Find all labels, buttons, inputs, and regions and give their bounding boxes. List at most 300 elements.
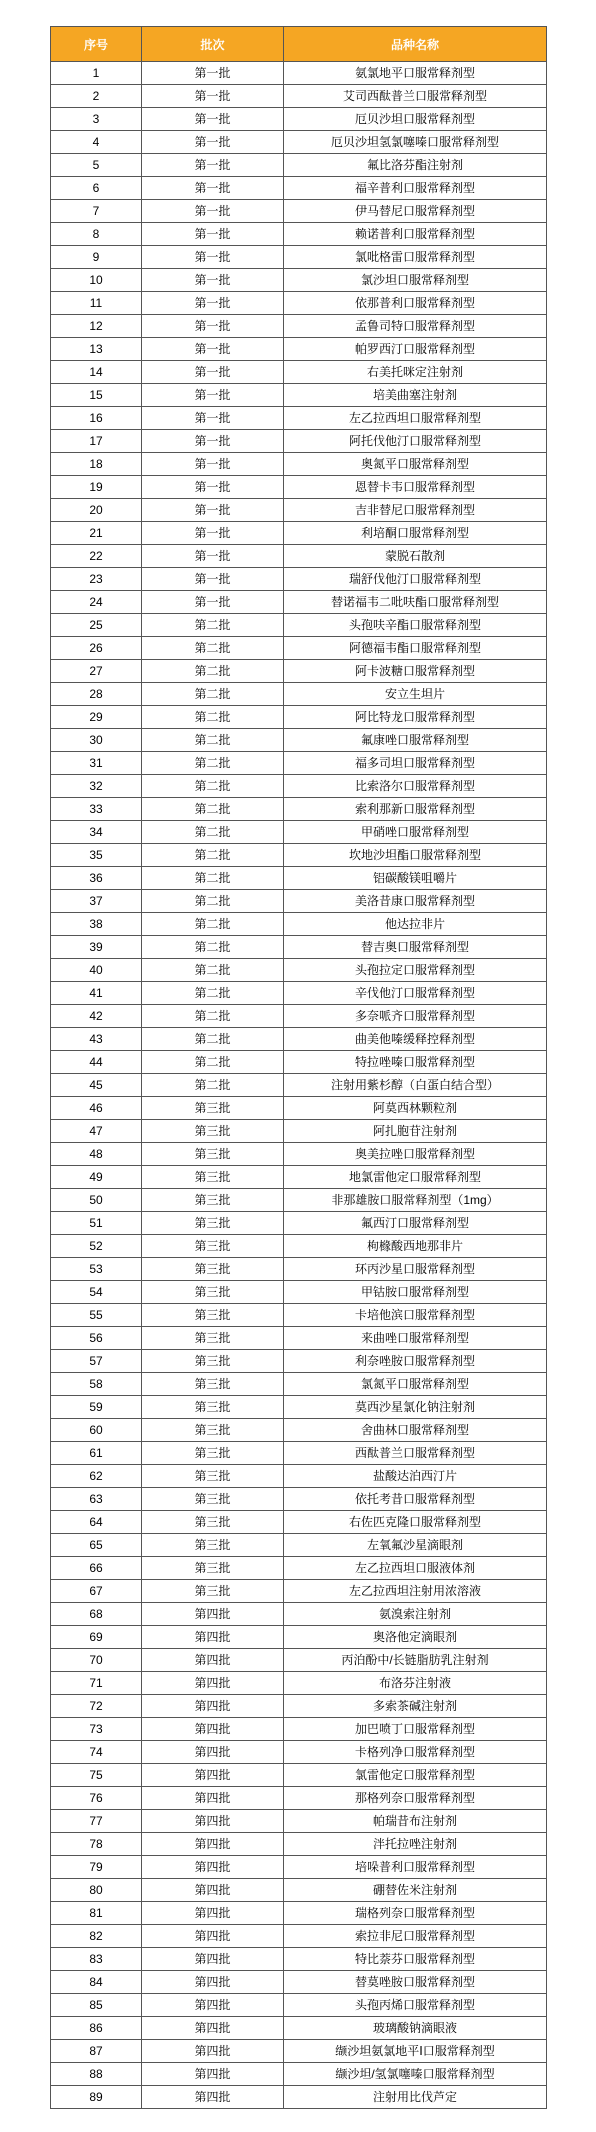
cell-batch: 第二批 bbox=[142, 1051, 284, 1074]
table-row bbox=[51, 867, 547, 890]
cell-batch: 第一批 bbox=[142, 131, 284, 154]
cell-index: 12 bbox=[51, 315, 142, 338]
cell-index: 63 bbox=[51, 1488, 142, 1511]
cell-batch: 第一批 bbox=[142, 545, 284, 568]
table-row bbox=[51, 1120, 547, 1143]
table-row bbox=[51, 1189, 547, 1212]
cell-batch: 第二批 bbox=[142, 821, 284, 844]
table-row bbox=[51, 1143, 547, 1166]
cell-index: 10 bbox=[51, 269, 142, 292]
cell-drug-name: 缬沙坦氨氯地平Ⅰ口服常释剂型 bbox=[284, 2040, 547, 2063]
cell-index: 74 bbox=[51, 1741, 142, 1764]
table-row bbox=[51, 200, 547, 223]
table-row bbox=[51, 1465, 547, 1488]
cell-batch: 第一批 bbox=[142, 315, 284, 338]
table-row bbox=[51, 660, 547, 683]
cell-batch: 第一批 bbox=[142, 269, 284, 292]
cell-index: 32 bbox=[51, 775, 142, 798]
table-row bbox=[51, 1212, 547, 1235]
cell-batch: 第二批 bbox=[142, 660, 284, 683]
cell-drug-name: 福辛普利口服常释剂型 bbox=[284, 177, 547, 200]
cell-drug-name: 阿莫西林颗粒剂 bbox=[284, 1097, 547, 1120]
table-row bbox=[51, 476, 547, 499]
cell-batch: 第三批 bbox=[142, 1212, 284, 1235]
table-row bbox=[51, 959, 547, 982]
cell-batch: 第四批 bbox=[142, 1649, 284, 1672]
table-row bbox=[51, 269, 547, 292]
table-row bbox=[51, 1741, 547, 1764]
cell-batch: 第二批 bbox=[142, 614, 284, 637]
cell-batch: 第一批 bbox=[142, 223, 284, 246]
cell-index: 13 bbox=[51, 338, 142, 361]
cell-index: 11 bbox=[51, 292, 142, 315]
cell-drug-name: 帕瑞昔布注射剂 bbox=[284, 1810, 547, 1833]
cell-batch: 第二批 bbox=[142, 683, 284, 706]
table-row bbox=[51, 1350, 547, 1373]
cell-drug-name: 福多司坦口服常释剂型 bbox=[284, 752, 547, 775]
cell-drug-name: 丙泊酚中/长链脂肪乳注射剂 bbox=[284, 1649, 547, 1672]
table-row bbox=[51, 752, 547, 775]
cell-drug-name: 头孢拉定口服常释剂型 bbox=[284, 959, 547, 982]
cell-batch: 第三批 bbox=[142, 1350, 284, 1373]
cell-drug-name: 氯雷他定口服常释剂型 bbox=[284, 1764, 547, 1787]
cell-drug-name: 奥氮平口服常释剂型 bbox=[284, 453, 547, 476]
cell-drug-name: 美洛昔康口服常释剂型 bbox=[284, 890, 547, 913]
table-row bbox=[51, 936, 547, 959]
table-row bbox=[51, 1534, 547, 1557]
cell-drug-name: 多索茶碱注射剂 bbox=[284, 1695, 547, 1718]
cell-index: 57 bbox=[51, 1350, 142, 1373]
table-body bbox=[51, 62, 547, 2109]
table-row bbox=[51, 315, 547, 338]
cell-drug-name: 舍曲林口服常释剂型 bbox=[284, 1419, 547, 1442]
cell-batch: 第四批 bbox=[142, 1810, 284, 1833]
table-row bbox=[51, 1281, 547, 1304]
table-row bbox=[51, 131, 547, 154]
cell-index: 42 bbox=[51, 1005, 142, 1028]
table-row bbox=[51, 1879, 547, 1902]
table-row bbox=[51, 1235, 547, 1258]
cell-index: 76 bbox=[51, 1787, 142, 1810]
table-row bbox=[51, 1672, 547, 1695]
table-row bbox=[51, 338, 547, 361]
cell-drug-name: 氯吡格雷口服常释剂型 bbox=[284, 246, 547, 269]
cell-batch: 第二批 bbox=[142, 936, 284, 959]
cell-index: 46 bbox=[51, 1097, 142, 1120]
cell-drug-name: 孟鲁司特口服常释剂型 bbox=[284, 315, 547, 338]
cell-batch: 第一批 bbox=[142, 292, 284, 315]
cell-index: 2 bbox=[51, 85, 142, 108]
cell-index: 88 bbox=[51, 2063, 142, 2086]
cell-index: 29 bbox=[51, 706, 142, 729]
table-row bbox=[51, 729, 547, 752]
table-row bbox=[51, 1603, 547, 1626]
table-row bbox=[51, 1764, 547, 1787]
cell-index: 24 bbox=[51, 591, 142, 614]
cell-index: 89 bbox=[51, 2086, 142, 2109]
table-row bbox=[51, 1557, 547, 1580]
cell-index: 82 bbox=[51, 1925, 142, 1948]
cell-index: 71 bbox=[51, 1672, 142, 1695]
cell-batch: 第一批 bbox=[142, 108, 284, 131]
cell-drug-name: 环丙沙星口服常释剂型 bbox=[284, 1258, 547, 1281]
cell-index: 66 bbox=[51, 1557, 142, 1580]
cell-index: 31 bbox=[51, 752, 142, 775]
cell-index: 16 bbox=[51, 407, 142, 430]
cell-batch: 第二批 bbox=[142, 706, 284, 729]
cell-index: 7 bbox=[51, 200, 142, 223]
cell-index: 81 bbox=[51, 1902, 142, 1925]
table-row bbox=[51, 1488, 547, 1511]
cell-batch: 第三批 bbox=[142, 1373, 284, 1396]
cell-drug-name: 左乙拉西坦口服液体剂 bbox=[284, 1557, 547, 1580]
table-row bbox=[51, 292, 547, 315]
cell-index: 36 bbox=[51, 867, 142, 890]
table-row bbox=[51, 1626, 547, 1649]
cell-batch: 第一批 bbox=[142, 430, 284, 453]
cell-index: 58 bbox=[51, 1373, 142, 1396]
cell-batch: 第二批 bbox=[142, 729, 284, 752]
header-batch: 批次 bbox=[142, 27, 284, 62]
table-row bbox=[51, 2086, 547, 2109]
cell-drug-name: 瑞舒伐他汀口服常释剂型 bbox=[284, 568, 547, 591]
table-row bbox=[51, 361, 547, 384]
table-row bbox=[51, 2040, 547, 2063]
cell-batch: 第四批 bbox=[142, 2040, 284, 2063]
cell-batch: 第一批 bbox=[142, 407, 284, 430]
cell-index: 23 bbox=[51, 568, 142, 591]
table-row bbox=[51, 223, 547, 246]
table-row bbox=[51, 2063, 547, 2086]
cell-drug-name: 氨溴索注射剂 bbox=[284, 1603, 547, 1626]
table-row bbox=[51, 62, 547, 85]
table-row bbox=[51, 522, 547, 545]
cell-batch: 第三批 bbox=[142, 1143, 284, 1166]
cell-batch: 第一批 bbox=[142, 177, 284, 200]
table-row bbox=[51, 683, 547, 706]
table-row bbox=[51, 982, 547, 1005]
cell-batch: 第四批 bbox=[142, 1695, 284, 1718]
cell-index: 83 bbox=[51, 1948, 142, 1971]
table-row bbox=[51, 1902, 547, 1925]
cell-index: 17 bbox=[51, 430, 142, 453]
cell-index: 30 bbox=[51, 729, 142, 752]
table-row bbox=[51, 2017, 547, 2040]
table-row bbox=[51, 108, 547, 131]
table-row bbox=[51, 1028, 547, 1051]
cell-index: 45 bbox=[51, 1074, 142, 1097]
cell-drug-name: 阿托伐他汀口服常释剂型 bbox=[284, 430, 547, 453]
cell-batch: 第一批 bbox=[142, 568, 284, 591]
cell-index: 73 bbox=[51, 1718, 142, 1741]
cell-drug-name: 阿扎胞苷注射剂 bbox=[284, 1120, 547, 1143]
cell-batch: 第三批 bbox=[142, 1396, 284, 1419]
cell-index: 19 bbox=[51, 476, 142, 499]
cell-batch: 第四批 bbox=[142, 2017, 284, 2040]
cell-drug-name: 甲钴胺口服常释剂型 bbox=[284, 1281, 547, 1304]
cell-index: 28 bbox=[51, 683, 142, 706]
table-row bbox=[51, 1258, 547, 1281]
cell-batch: 第一批 bbox=[142, 62, 284, 85]
drug-batch-table bbox=[50, 26, 547, 2109]
table-row bbox=[51, 1718, 547, 1741]
cell-drug-name: 那格列奈口服常释剂型 bbox=[284, 1787, 547, 1810]
cell-index: 65 bbox=[51, 1534, 142, 1557]
cell-index: 43 bbox=[51, 1028, 142, 1051]
cell-drug-name: 氯氮平口服常释剂型 bbox=[284, 1373, 547, 1396]
cell-index: 27 bbox=[51, 660, 142, 683]
cell-index: 56 bbox=[51, 1327, 142, 1350]
cell-drug-name: 索拉非尼口服常释剂型 bbox=[284, 1925, 547, 1948]
table-row bbox=[51, 1097, 547, 1120]
table-row bbox=[51, 1994, 547, 2017]
cell-drug-name: 培美曲塞注射剂 bbox=[284, 384, 547, 407]
cell-batch: 第二批 bbox=[142, 775, 284, 798]
cell-drug-name: 赖诺普利口服常释剂型 bbox=[284, 223, 547, 246]
cell-index: 60 bbox=[51, 1419, 142, 1442]
cell-index: 51 bbox=[51, 1212, 142, 1235]
cell-index: 80 bbox=[51, 1879, 142, 1902]
cell-index: 79 bbox=[51, 1856, 142, 1879]
cell-drug-name: 替吉奥口服常释剂型 bbox=[284, 936, 547, 959]
cell-batch: 第三批 bbox=[142, 1304, 284, 1327]
table-row bbox=[51, 1856, 547, 1879]
cell-batch: 第三批 bbox=[142, 1511, 284, 1534]
table-row bbox=[51, 154, 547, 177]
cell-batch: 第四批 bbox=[142, 1856, 284, 1879]
cell-batch: 第四批 bbox=[142, 1672, 284, 1695]
cell-drug-name: 他达拉非片 bbox=[284, 913, 547, 936]
cell-batch: 第三批 bbox=[142, 1189, 284, 1212]
cell-batch: 第四批 bbox=[142, 1994, 284, 2017]
table-row bbox=[51, 913, 547, 936]
cell-batch: 第三批 bbox=[142, 1258, 284, 1281]
table-row bbox=[51, 1166, 547, 1189]
cell-index: 55 bbox=[51, 1304, 142, 1327]
table-row bbox=[51, 1005, 547, 1028]
cell-drug-name: 氟比洛芬酯注射剂 bbox=[284, 154, 547, 177]
cell-drug-name: 安立生坦片 bbox=[284, 683, 547, 706]
cell-batch: 第二批 bbox=[142, 637, 284, 660]
cell-index: 64 bbox=[51, 1511, 142, 1534]
cell-index: 52 bbox=[51, 1235, 142, 1258]
cell-index: 47 bbox=[51, 1120, 142, 1143]
cell-batch: 第三批 bbox=[142, 1120, 284, 1143]
header-row bbox=[51, 27, 547, 62]
cell-batch: 第一批 bbox=[142, 246, 284, 269]
table-row bbox=[51, 591, 547, 614]
cell-drug-name: 左氧氟沙星滴眼剂 bbox=[284, 1534, 547, 1557]
cell-drug-name: 玻璃酸钠滴眼液 bbox=[284, 2017, 547, 2040]
cell-index: 44 bbox=[51, 1051, 142, 1074]
cell-drug-name: 氨氯地平口服常释剂型 bbox=[284, 62, 547, 85]
cell-batch: 第三批 bbox=[142, 1465, 284, 1488]
cell-drug-name: 瑞格列奈口服常释剂型 bbox=[284, 1902, 547, 1925]
cell-index: 26 bbox=[51, 637, 142, 660]
cell-index: 69 bbox=[51, 1626, 142, 1649]
cell-drug-name: 索利那新口服常释剂型 bbox=[284, 798, 547, 821]
table-row bbox=[51, 1074, 547, 1097]
cell-drug-name: 阿卡波糖口服常释剂型 bbox=[284, 660, 547, 683]
cell-drug-name: 注射用比伐芦定 bbox=[284, 2086, 547, 2109]
cell-index: 34 bbox=[51, 821, 142, 844]
table-row bbox=[51, 430, 547, 453]
cell-drug-name: 莫西沙星氯化钠注射剂 bbox=[284, 1396, 547, 1419]
cell-index: 41 bbox=[51, 982, 142, 1005]
cell-batch: 第一批 bbox=[142, 154, 284, 177]
table-row bbox=[51, 246, 547, 269]
table-row bbox=[51, 1511, 547, 1534]
cell-index: 78 bbox=[51, 1833, 142, 1856]
cell-batch: 第四批 bbox=[142, 1787, 284, 1810]
cell-index: 22 bbox=[51, 545, 142, 568]
cell-index: 25 bbox=[51, 614, 142, 637]
table-row bbox=[51, 545, 547, 568]
cell-drug-name: 帕罗西汀口服常释剂型 bbox=[284, 338, 547, 361]
cell-batch: 第二批 bbox=[142, 844, 284, 867]
cell-drug-name: 注射用紫杉醇（白蛋白结合型） bbox=[284, 1074, 547, 1097]
cell-drug-name: 甲硝唑口服常释剂型 bbox=[284, 821, 547, 844]
cell-drug-name: 盐酸达泊西汀片 bbox=[284, 1465, 547, 1488]
cell-index: 49 bbox=[51, 1166, 142, 1189]
cell-drug-name: 布洛芬注射液 bbox=[284, 1672, 547, 1695]
cell-drug-name: 非那雄胺口服常释剂型（1mg） bbox=[284, 1189, 547, 1212]
table-row bbox=[51, 568, 547, 591]
cell-drug-name: 头孢丙烯口服常释剂型 bbox=[284, 1994, 547, 2017]
cell-index: 67 bbox=[51, 1580, 142, 1603]
table-row bbox=[51, 1833, 547, 1856]
cell-drug-name: 特比萘芬口服常释剂型 bbox=[284, 1948, 547, 1971]
cell-drug-name: 伊马替尼口服常释剂型 bbox=[284, 200, 547, 223]
cell-drug-name: 替莫唑胺口服常释剂型 bbox=[284, 1971, 547, 1994]
cell-drug-name: 左乙拉西坦口服常释剂型 bbox=[284, 407, 547, 430]
cell-drug-name: 右佐匹克隆口服常释剂型 bbox=[284, 1511, 547, 1534]
cell-batch: 第二批 bbox=[142, 1028, 284, 1051]
cell-batch: 第三批 bbox=[142, 1097, 284, 1120]
table-row bbox=[51, 706, 547, 729]
cell-index: 20 bbox=[51, 499, 142, 522]
table-row bbox=[51, 177, 547, 200]
cell-drug-name: 硼替佐米注射剂 bbox=[284, 1879, 547, 1902]
cell-drug-name: 地氯雷他定口服常释剂型 bbox=[284, 1166, 547, 1189]
cell-batch: 第一批 bbox=[142, 361, 284, 384]
cell-drug-name: 卡培他滨口服常释剂型 bbox=[284, 1304, 547, 1327]
cell-index: 8 bbox=[51, 223, 142, 246]
cell-batch: 第一批 bbox=[142, 338, 284, 361]
cell-index: 70 bbox=[51, 1649, 142, 1672]
cell-index: 38 bbox=[51, 913, 142, 936]
cell-drug-name: 恩替卡韦口服常释剂型 bbox=[284, 476, 547, 499]
cell-drug-name: 坎地沙坦酯口服常释剂型 bbox=[284, 844, 547, 867]
cell-batch: 第一批 bbox=[142, 384, 284, 407]
cell-batch: 第四批 bbox=[142, 1603, 284, 1626]
cell-drug-name: 艾司西酞普兰口服常释剂型 bbox=[284, 85, 547, 108]
drug-list-sheet bbox=[50, 26, 546, 2109]
cell-batch: 第三批 bbox=[142, 1327, 284, 1350]
cell-drug-name: 利培酮口服常释剂型 bbox=[284, 522, 547, 545]
table-row bbox=[51, 775, 547, 798]
cell-drug-name: 头孢呋辛酯口服常释剂型 bbox=[284, 614, 547, 637]
cell-drug-name: 西酞普兰口服常释剂型 bbox=[284, 1442, 547, 1465]
cell-drug-name: 氯沙坦口服常释剂型 bbox=[284, 269, 547, 292]
cell-batch: 第二批 bbox=[142, 1074, 284, 1097]
cell-drug-name: 氟西汀口服常释剂型 bbox=[284, 1212, 547, 1235]
cell-drug-name: 多奈哌齐口服常释剂型 bbox=[284, 1005, 547, 1028]
cell-index: 15 bbox=[51, 384, 142, 407]
table-row bbox=[51, 499, 547, 522]
table-row bbox=[51, 890, 547, 913]
cell-drug-name: 曲美他嗪缓释控释剂型 bbox=[284, 1028, 547, 1051]
cell-drug-name: 缬沙坦/氢氯噻嗪口服常释剂型 bbox=[284, 2063, 547, 2086]
cell-drug-name: 右美托咪定注射剂 bbox=[284, 361, 547, 384]
cell-index: 3 bbox=[51, 108, 142, 131]
table-row bbox=[51, 1810, 547, 1833]
cell-index: 48 bbox=[51, 1143, 142, 1166]
cell-batch: 第一批 bbox=[142, 200, 284, 223]
table-row bbox=[51, 1396, 547, 1419]
cell-index: 14 bbox=[51, 361, 142, 384]
table-row bbox=[51, 453, 547, 476]
cell-batch: 第四批 bbox=[142, 1879, 284, 1902]
cell-index: 50 bbox=[51, 1189, 142, 1212]
cell-drug-name: 利奈唑胺口服常释剂型 bbox=[284, 1350, 547, 1373]
cell-batch: 第四批 bbox=[142, 1902, 284, 1925]
cell-index: 61 bbox=[51, 1442, 142, 1465]
cell-batch: 第四批 bbox=[142, 2086, 284, 2109]
cell-batch: 第二批 bbox=[142, 890, 284, 913]
cell-drug-name: 阿德福韦酯口服常释剂型 bbox=[284, 637, 547, 660]
cell-batch: 第四批 bbox=[142, 1764, 284, 1787]
cell-batch: 第三批 bbox=[142, 1557, 284, 1580]
cell-drug-name: 吉非替尼口服常释剂型 bbox=[284, 499, 547, 522]
cell-index: 4 bbox=[51, 131, 142, 154]
cell-batch: 第四批 bbox=[142, 1833, 284, 1856]
cell-batch: 第四批 bbox=[142, 1971, 284, 1994]
cell-batch: 第二批 bbox=[142, 959, 284, 982]
cell-drug-name: 厄贝沙坦口服常释剂型 bbox=[284, 108, 547, 131]
cell-batch: 第一批 bbox=[142, 85, 284, 108]
cell-drug-name: 蒙脱石散剂 bbox=[284, 545, 547, 568]
table-row bbox=[51, 1419, 547, 1442]
cell-batch: 第二批 bbox=[142, 798, 284, 821]
cell-batch: 第四批 bbox=[142, 1925, 284, 1948]
cell-index: 85 bbox=[51, 1994, 142, 2017]
cell-index: 72 bbox=[51, 1695, 142, 1718]
cell-batch: 第二批 bbox=[142, 867, 284, 890]
table-row bbox=[51, 821, 547, 844]
table-row bbox=[51, 1580, 547, 1603]
cell-batch: 第三批 bbox=[142, 1235, 284, 1258]
cell-batch: 第三批 bbox=[142, 1534, 284, 1557]
cell-batch: 第三批 bbox=[142, 1488, 284, 1511]
header-drug-name: 品种名称 bbox=[284, 27, 547, 62]
cell-index: 86 bbox=[51, 2017, 142, 2040]
cell-drug-name: 加巴喷丁口服常释剂型 bbox=[284, 1718, 547, 1741]
table-row bbox=[51, 1304, 547, 1327]
cell-index: 33 bbox=[51, 798, 142, 821]
cell-batch: 第四批 bbox=[142, 1718, 284, 1741]
cell-batch: 第一批 bbox=[142, 522, 284, 545]
cell-index: 84 bbox=[51, 1971, 142, 1994]
table-row bbox=[51, 798, 547, 821]
table-row bbox=[51, 407, 547, 430]
cell-index: 54 bbox=[51, 1281, 142, 1304]
table-row bbox=[51, 1971, 547, 1994]
cell-batch: 第二批 bbox=[142, 913, 284, 936]
cell-index: 53 bbox=[51, 1258, 142, 1281]
cell-drug-name: 来曲唑口服常释剂型 bbox=[284, 1327, 547, 1350]
cell-index: 37 bbox=[51, 890, 142, 913]
